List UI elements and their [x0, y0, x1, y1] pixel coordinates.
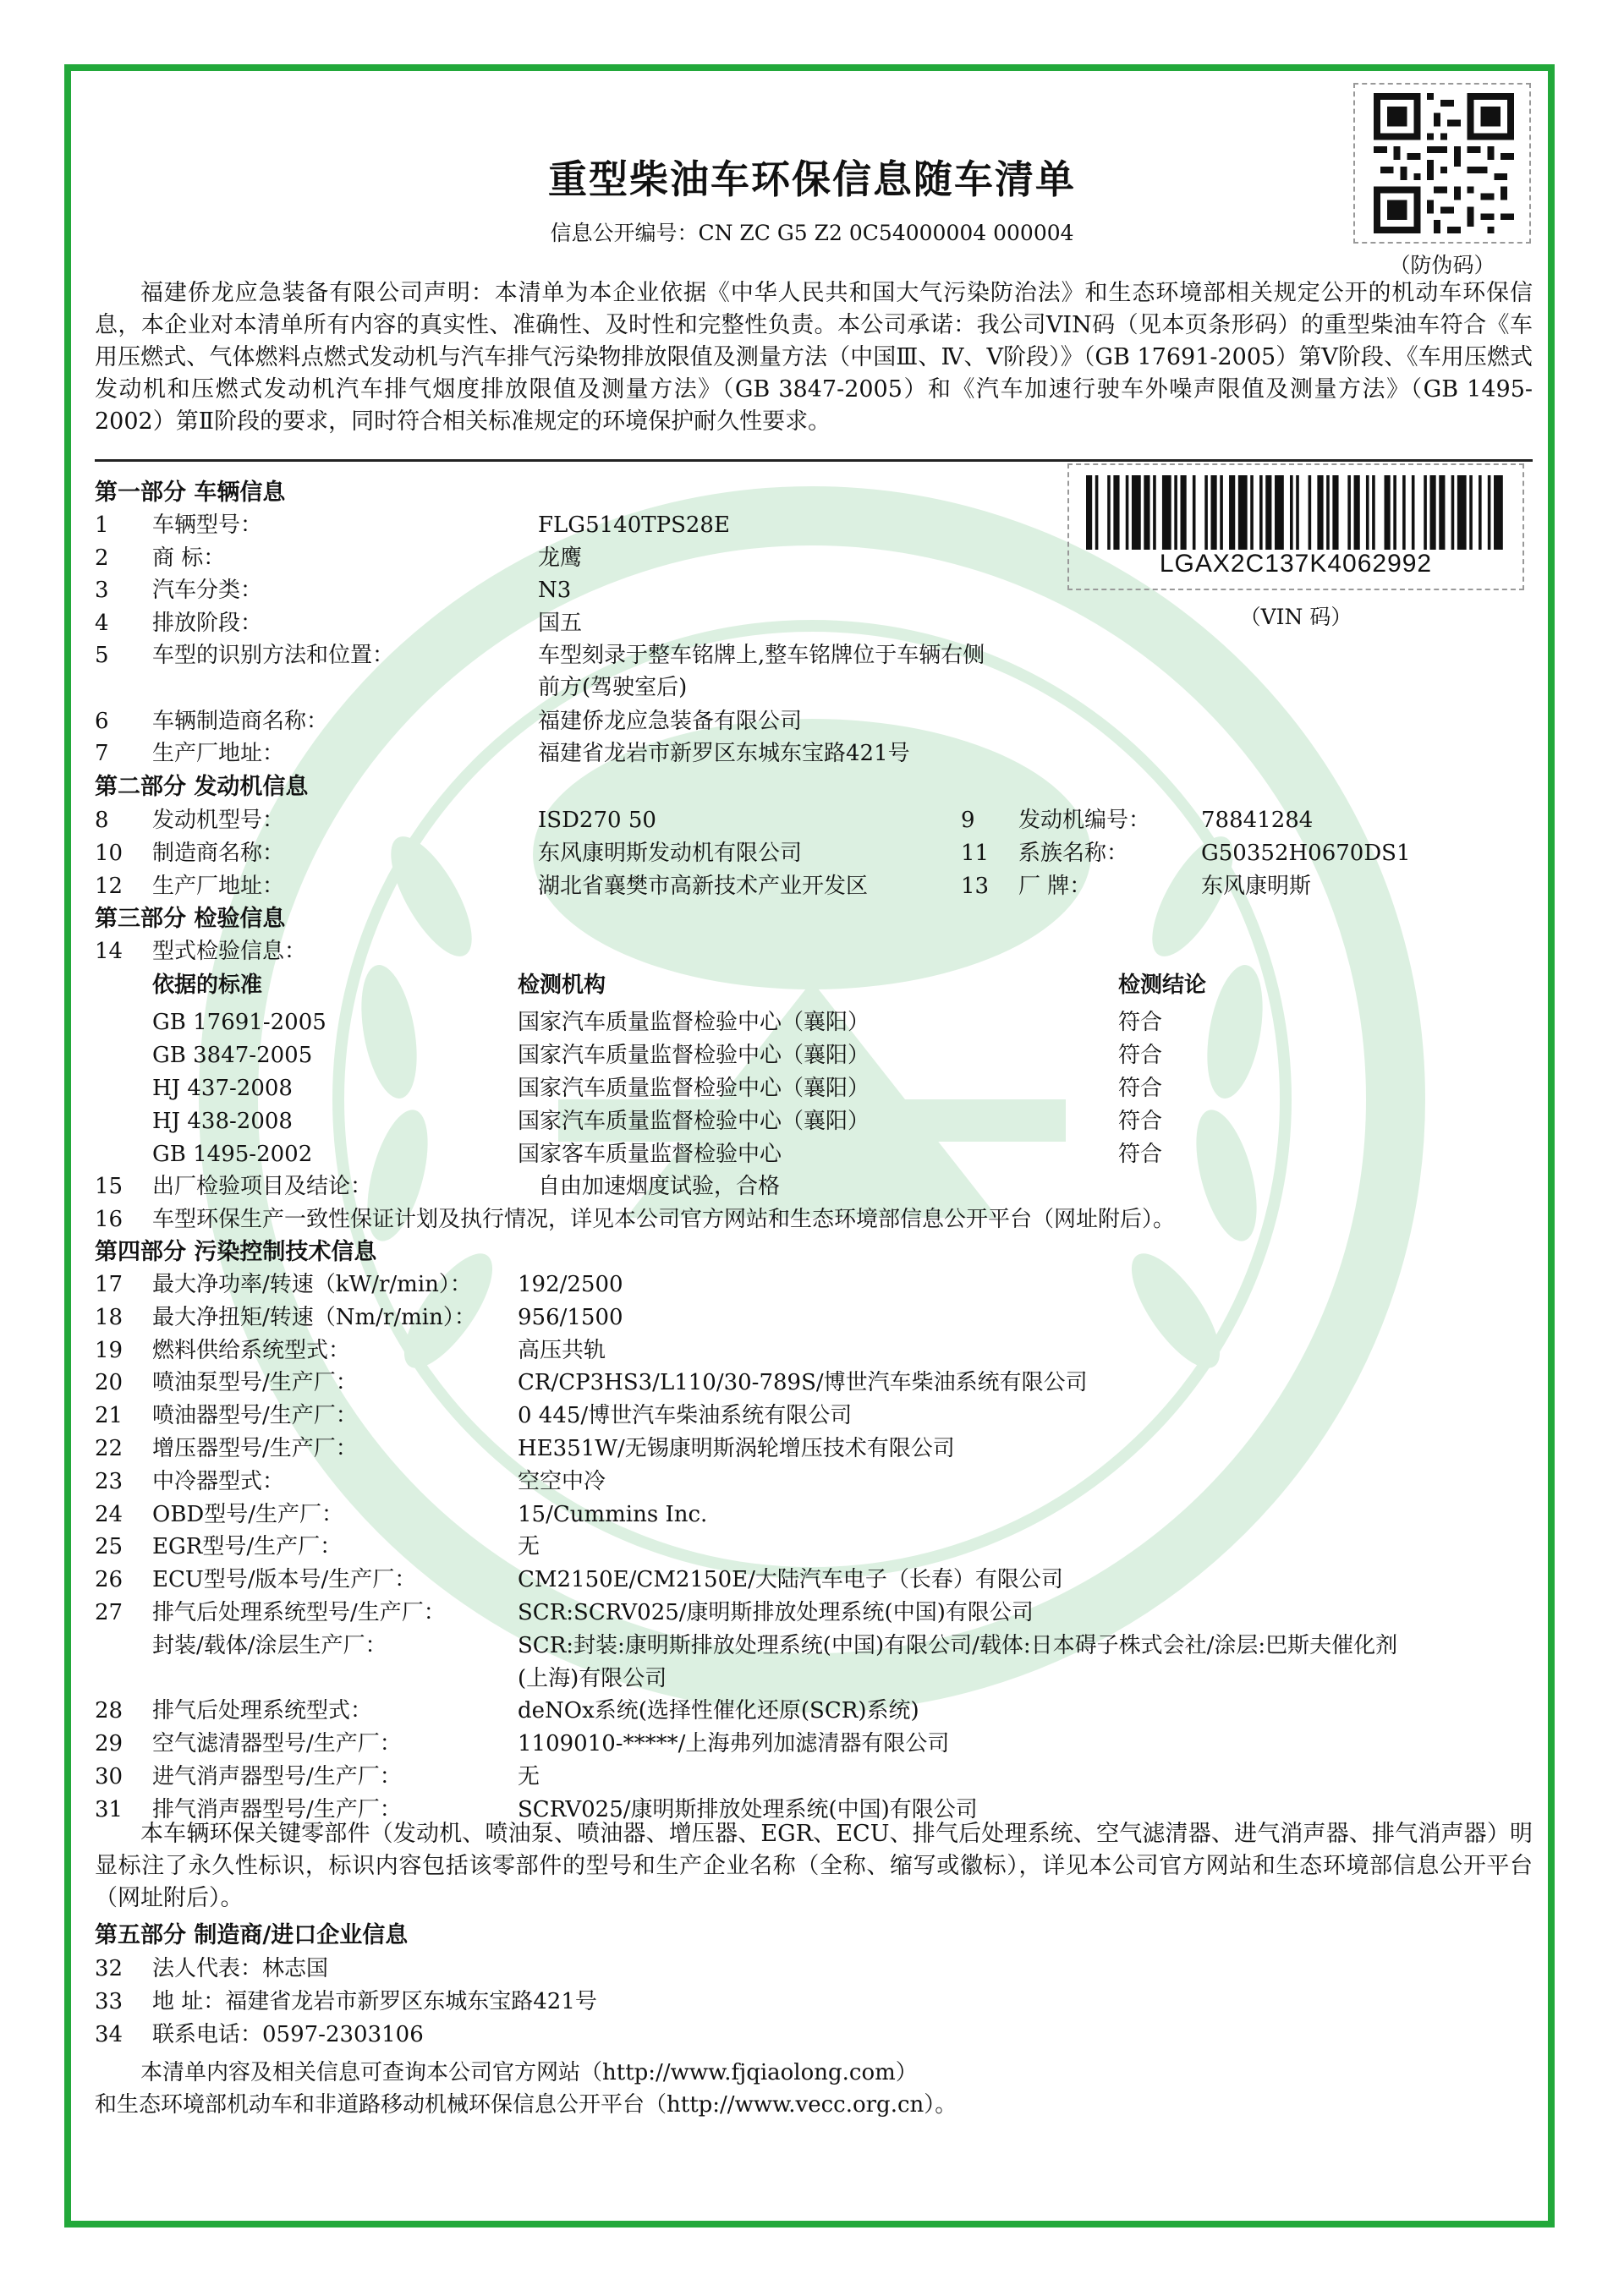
inspection-agency: 国家汽车质量监督检验中心（襄阳）: [518, 1010, 870, 1035]
vehicle-field-label: 商 标：: [152, 545, 226, 571]
inspection-result: 符合: [1118, 1076, 1163, 1101]
engine-field-value: 东风康明斯: [1201, 874, 1312, 899]
company-declaration: 福建侨龙应急装备有限公司声明：本清单为本企业依据《中华人民共和国大气污染防治法》和生态环境部相关规定公开的机动车环保信息，本企业对本清单所有内容的真实性、准确性、及时性和完整性负责。本公司承诺：我公司VIN码（见本页条形码）的重型柴油车符合《车用压燃式、气体燃料点燃式发动机与汽车排气污染物排放限值及测量方法（中国Ⅲ、Ⅳ、Ⅴ阶段）》（GB 17691-2005）第Ⅴ阶段、《车用压燃式发动机和压燃式发动机汽车排气烟度排放限值及测量方法》（GB 3847-2005）和《汽车加速行驶车外噪声限值及测量方法》（GB 1495-2002）第Ⅱ阶段的要求，同时符合相关标准规定的环境保护耐久性要求。: [95, 280, 1533, 435]
vehicle-field-value: 福建侨龙应急装备有限公司: [538, 709, 803, 734]
item-number: 11: [961, 841, 990, 866]
conformity-plan-text: 车型环保生产一致性保证计划及执行情况，详见本公司官方网站和生态环境部信息公开平台（网址附后）。: [152, 1207, 1176, 1232]
section-manufacturer-info: 第五部分 制造商/进口企业信息: [95, 1922, 409, 1948]
vin-text: LGAX2C137K4062992: [1159, 550, 1433, 578]
item-number: 28: [95, 1698, 123, 1724]
vehicle-field-label: 车型的识别方法和位置：: [152, 643, 395, 668]
item-number: 10: [95, 841, 123, 866]
item-number: 9: [961, 808, 975, 833]
pollution-field-value: SCRV025/康明斯排放处理系统(中国)有限公司: [518, 1796, 978, 1822]
inspection-standard: GB 3847-2005: [152, 1043, 313, 1068]
inspection-standard: HJ 438-2008: [152, 1109, 293, 1134]
inspection-agency: 国家汽车质量监督检验中心（襄阳）: [518, 1043, 870, 1068]
engine-field-label: 系族名称：: [1018, 841, 1129, 866]
vehicle-field-value: 车型刻录于整车铭牌上,整车铭牌位于车辆右侧: [538, 643, 985, 668]
item-number: 15: [95, 1174, 123, 1199]
document-title: 重型柴油车环保信息随车清单: [548, 156, 1076, 202]
pollution-field-label: ECU型号/版本号/生产厂：: [152, 1567, 417, 1593]
pollution-field-value: CM2150E/CM2150E/大陆汽车电子（长春）有限公司: [518, 1567, 1063, 1593]
vehicle-field-value: 国五: [538, 611, 583, 636]
item-number: 23: [95, 1468, 123, 1494]
manufacturer-field: 法人代表：林志国: [152, 1956, 329, 1981]
pollution-field-value: 956/1500: [518, 1304, 623, 1330]
item-number: 17: [95, 1272, 123, 1297]
pollution-field-value: 空空中冷: [518, 1468, 606, 1494]
item-number: 20: [95, 1370, 123, 1396]
footer-line-1: 本清单内容及相关信息可查询本公司官方网站（http://www.fjqiaolong.com）: [140, 2060, 918, 2085]
barcode-icon: [1086, 475, 1509, 550]
manufacturer-field: 地 址：福建省龙岩市新罗区东城东宝路421号: [152, 1989, 597, 2014]
vehicle-field-label: 排放阶段：: [152, 611, 263, 636]
engine-field-label: 发动机型号：: [152, 808, 285, 833]
pollution-field-label: 空气滤清器型号/生产厂：: [152, 1731, 402, 1757]
vehicle-field-label: 生产厂地址：: [152, 741, 285, 766]
inspection-result: 符合: [1118, 1010, 1163, 1035]
item-number: 32: [95, 1956, 123, 1981]
pollution-field-label: OBD型号/生产厂：: [152, 1501, 344, 1527]
vehicle-field-value: FLG5140TPS28E: [538, 512, 730, 538]
engine-field-label: 制造商名称：: [152, 841, 285, 866]
item-number: 12: [95, 874, 123, 899]
pollution-field-value: deNOx系统(选择性催化还原(SCR)系统): [518, 1698, 919, 1724]
vehicle-field-label: 车辆型号：: [152, 512, 263, 538]
inspection-result: 符合: [1118, 1109, 1163, 1134]
pollution-field-label: 排气后处理系统型式：: [152, 1698, 373, 1724]
item-number: 14: [95, 939, 123, 964]
item-number: 27: [95, 1600, 123, 1625]
section-vehicle-info: 第一部分 车辆信息: [95, 479, 286, 506]
inspection-standard: GB 1495-2002: [152, 1142, 313, 1167]
pollution-field-label: 喷油器型号/生产厂：: [152, 1403, 358, 1429]
item-number: 18: [95, 1304, 123, 1330]
inspection-result: 符合: [1118, 1043, 1163, 1068]
qr-caption: （防伪码）: [1389, 253, 1495, 277]
pollution-field-label: 排气后处理系统型号/生产厂：: [152, 1600, 446, 1625]
pollution-field-value: (上海)有限公司: [518, 1665, 667, 1691]
vehicle-field-value: 前方(驾驶室后): [538, 675, 688, 700]
pollution-field-value: 无: [518, 1534, 540, 1560]
durability-note: 本车辆环保关键零部件（发动机、喷油泵、喷油器、增压器、EGR、ECU、排气后处理系统、空气滤清器、进气消声器、排气消声器）明显标注了永久性标识，标识内容包括该零部件的型号和生产企业名称（全称、缩写或徽标），详见本公司官方网站和生态环境部信息公开平台（网址附后）。: [95, 1821, 1533, 1911]
pollution-field-label: EGR型号/生产厂：: [152, 1534, 343, 1560]
pollution-field-label: 封装/载体/涂层生产厂：: [152, 1632, 387, 1658]
item-number: 21: [95, 1403, 123, 1429]
vehicle-field-label: 汽车分类：: [152, 578, 263, 603]
info-disclosure-number: 信息公开编号：CN ZC G5 Z2 0C54000004 000004: [550, 221, 1074, 245]
pollution-field-label: 最大净功率/转速（kW/r/min）：: [152, 1272, 472, 1297]
item-number: 33: [95, 1989, 123, 2014]
vin-barcode: [1067, 463, 1524, 590]
divider: [95, 459, 1533, 462]
inspection-agency: 国家汽车质量监督检验中心（襄阳）: [518, 1109, 870, 1134]
item-number: 29: [95, 1731, 123, 1757]
pollution-field-value: 0 445/博世汽车柴油系统有限公司: [518, 1403, 853, 1429]
manufacturer-field: 联系电话：0597-2303106: [152, 2022, 424, 2047]
qr-code-icon: [1374, 93, 1514, 233]
item-number: 22: [95, 1436, 123, 1461]
item-number: 25: [95, 1534, 123, 1560]
pollution-field-label: 最大净扭矩/转速（Nm/r/min）：: [152, 1304, 476, 1330]
engine-field-value: 78841284: [1201, 808, 1314, 833]
pollution-field-label: 燃料供给系统型式：: [152, 1337, 351, 1363]
engine-field-label: 发动机编号：: [1018, 808, 1151, 833]
inspection-agency: 国家汽车质量监督检验中心（襄阳）: [518, 1076, 870, 1101]
engine-field-value: 东风康明斯发动机有限公司: [538, 841, 803, 866]
item-number: 30: [95, 1764, 123, 1789]
pollution-field-value: SCR:封装:康明斯排放处理系统(中国)有限公司/载体:日本碍子株式会社/涂层:巴斯夫催化剂: [518, 1632, 1398, 1658]
vehicle-field-value: N3: [538, 578, 572, 603]
item-number: 3: [95, 578, 109, 603]
item-number: 7: [95, 741, 109, 766]
item-number: 19: [95, 1337, 123, 1363]
pollution-field-value: 无: [518, 1764, 540, 1789]
engine-field-value: G50352H0670DS1: [1201, 841, 1411, 866]
vehicle-field-label: 车辆制造商名称：: [152, 709, 329, 734]
footer-line-2: 和生态环境部机动车和非道路移动机械环保信息公开平台（http://www.vecc.org.cn）。: [95, 2092, 957, 2118]
pollution-field-value: HE351W/无锡康明斯涡轮增压技术有限公司: [518, 1436, 955, 1461]
pollution-field-value: 15/Cummins Inc.: [518, 1501, 708, 1527]
anti-counterfeit-qr-code: [1353, 83, 1531, 244]
item-number: 26: [95, 1567, 123, 1593]
item-number: 4: [95, 611, 109, 636]
engine-field-label: 生产厂地址：: [152, 874, 285, 899]
pollution-field-value: 192/2500: [518, 1272, 623, 1297]
pollution-field-value: 高压共轨: [518, 1337, 606, 1363]
item-number: 16: [95, 1207, 123, 1232]
header-standard: 依据的标准: [152, 973, 263, 998]
pollution-field-value: 1109010-*****/上海弗列加滤清器有限公司: [518, 1731, 950, 1757]
item-number: 6: [95, 709, 109, 734]
section-pollution-control: 第四部分 污染控制技术信息: [95, 1239, 377, 1265]
factory-inspection-label: 出厂检验项目及结论：: [152, 1174, 373, 1199]
pollution-field-label: 进气消声器型号/生产厂：: [152, 1764, 402, 1789]
inspection-result: 符合: [1118, 1142, 1163, 1167]
inspection-standard: HJ 437-2008: [152, 1076, 293, 1101]
inspection-standard: GB 17691-2005: [152, 1010, 326, 1035]
pollution-field-value: SCR:SCRV025/康明斯排放处理系统(中国)有限公司: [518, 1600, 1034, 1625]
header-result: 检测结论: [1118, 973, 1207, 998]
pollution-field-label: 排气消声器型号/生产厂：: [152, 1796, 402, 1822]
pollution-field-label: 中冷器型式：: [152, 1468, 285, 1494]
type-inspection-label: 型式检验信息：: [152, 939, 307, 964]
vehicle-field-value: 福建省龙岩市新罗区东城东宝路421号: [538, 741, 910, 766]
engine-field-label: 厂 牌：: [1018, 874, 1092, 899]
pollution-field-value: CR/CP3HS3/L110/30-789S/博世汽车柴油系统有限公司: [518, 1370, 1088, 1396]
inspection-agency: 国家客车质量监督检验中心: [518, 1142, 782, 1167]
header-testing-agency: 检测机构: [518, 973, 606, 998]
item-number: 5: [95, 643, 109, 668]
item-number: 34: [95, 2022, 123, 2047]
item-number: 13: [961, 874, 990, 899]
factory-inspection-value: 自由加速烟度试验，合格: [538, 1174, 781, 1199]
item-number: 24: [95, 1501, 123, 1527]
section-inspection-info: 第三部分 检验信息: [95, 906, 286, 932]
engine-field-value: ISD270 50: [538, 808, 656, 833]
item-number: 31: [95, 1796, 123, 1822]
item-number: 8: [95, 808, 109, 833]
pollution-field-label: 增压器型号/生产厂：: [152, 1436, 358, 1461]
pollution-field-label: 喷油泵型号/生产厂：: [152, 1370, 358, 1396]
engine-field-value: 湖北省襄樊市高新技术产业开发区: [538, 874, 869, 899]
item-number: 1: [95, 512, 109, 538]
vehicle-field-value: 龙鹰: [538, 545, 583, 571]
vin-caption: （VIN 码）: [1239, 605, 1352, 629]
item-number: 2: [95, 545, 109, 571]
section-engine-info: 第二部分 发动机信息: [95, 774, 309, 800]
